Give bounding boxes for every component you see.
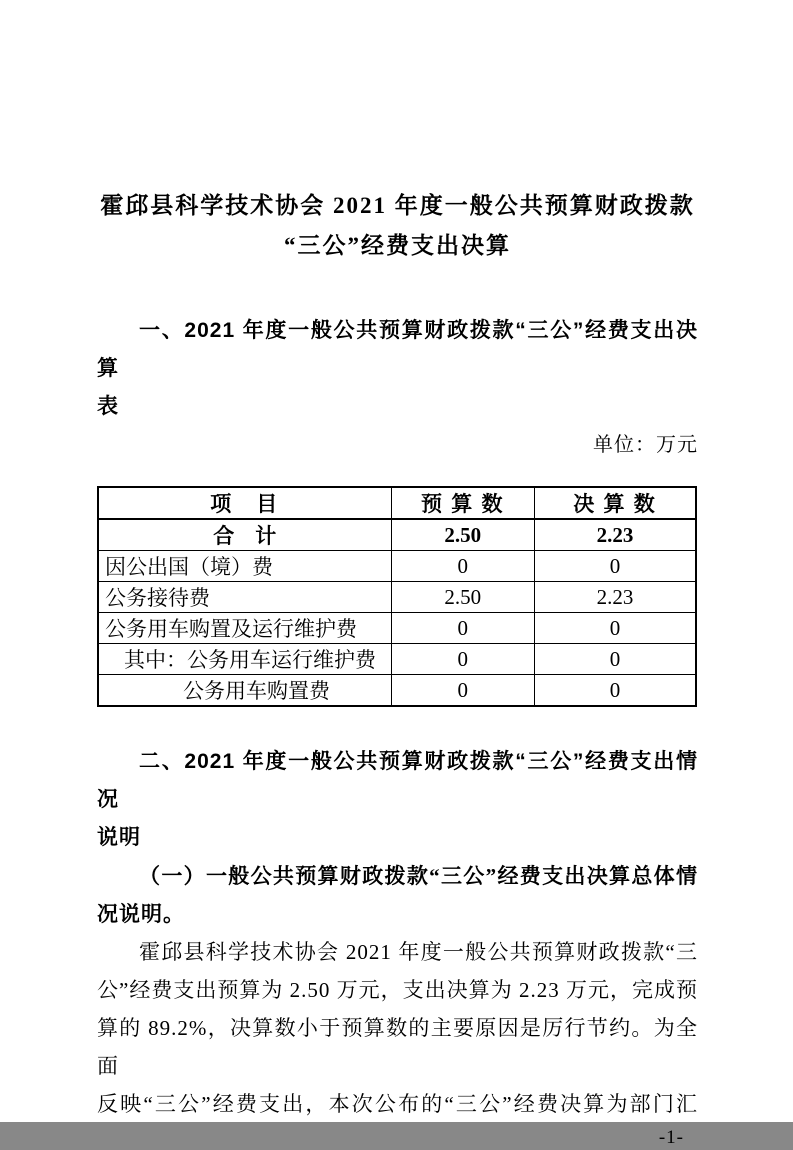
table-row [98, 582, 696, 613]
page-number: -1- [658, 1127, 684, 1148]
header-cell-final: 决 算 数 [535, 487, 696, 519]
paragraph-line-4: 反映“三公”经费支出，本次公布的“三公”经费决算为部门汇 [97, 1092, 698, 1116]
table-row [98, 613, 696, 644]
document-title [97, 186, 698, 266]
paragraph-line-1: 霍邱县科学技术协会 2021 年度一般公共预算财政拨款“三 [139, 940, 698, 964]
cell-final: 2.23 [535, 582, 696, 613]
cell-final: 0 [535, 613, 696, 644]
section2-subheading-line2: 况说明。 [97, 902, 185, 926]
paragraph-line-2: 公”经费支出预算为 2.50 万元，支出决算为 2.23 万元，完成预 [97, 978, 698, 1002]
cell-final: 2.23 [535, 519, 696, 551]
cell-budget: 0 [391, 644, 535, 675]
unit-label: 单位：万元 [593, 434, 698, 456]
cell-budget: 0 [391, 675, 535, 707]
section2-subheading-line1: （一）一般公共预算财政拨款“三公”经费支出决算总体情 [139, 864, 698, 888]
table-row-total [98, 519, 696, 551]
document-title-line1: 霍邱县科学技术协会 2021 年度一般公共预算财政拨款 [100, 193, 695, 218]
cell-label: 公务接待费 [98, 582, 391, 613]
cell-final: 0 [535, 551, 696, 582]
header-cell-budget: 预 算 数 [391, 487, 535, 519]
cell-label: 公务用车购置及运行维护费 [98, 613, 391, 644]
document-title-line2: “三公”经费支出决算 [284, 233, 511, 258]
cell-budget: 0 [391, 613, 535, 644]
cell-label: 其中：公务用车运行维护费 [98, 644, 391, 675]
cell-budget: 2.50 [391, 519, 535, 551]
section2-heading-line2: 说明 [97, 826, 141, 849]
cell-budget: 0 [391, 551, 535, 582]
paragraph-line-3: 算的 89.2%，决算数小于预算数的主要原因是厉行节约。为全面 [97, 1016, 698, 1078]
cell-label: 因公出国（境）费 [98, 551, 391, 582]
cell-label: 公务用车购置费 [98, 675, 391, 707]
budget-table [97, 486, 697, 707]
table-row [98, 675, 696, 707]
cell-label: 合 计 [98, 519, 391, 551]
cell-final: 0 [535, 644, 696, 675]
table-row [98, 644, 696, 675]
header-cell-item: 项 目 [98, 487, 391, 519]
section2-heading-line1: 二、2021 年度一般公共预算财政拨款“三公”经费支出情况 [97, 750, 698, 811]
table-header-row [98, 487, 696, 519]
cell-final: 0 [535, 675, 696, 707]
section1-heading-line1: 一、2021 年度一般公共预算财政拨款“三公”经费支出决算 [97, 319, 698, 380]
cell-budget: 2.50 [391, 582, 535, 613]
section1-heading-line2: 表 [97, 395, 119, 418]
table-row [98, 551, 696, 582]
